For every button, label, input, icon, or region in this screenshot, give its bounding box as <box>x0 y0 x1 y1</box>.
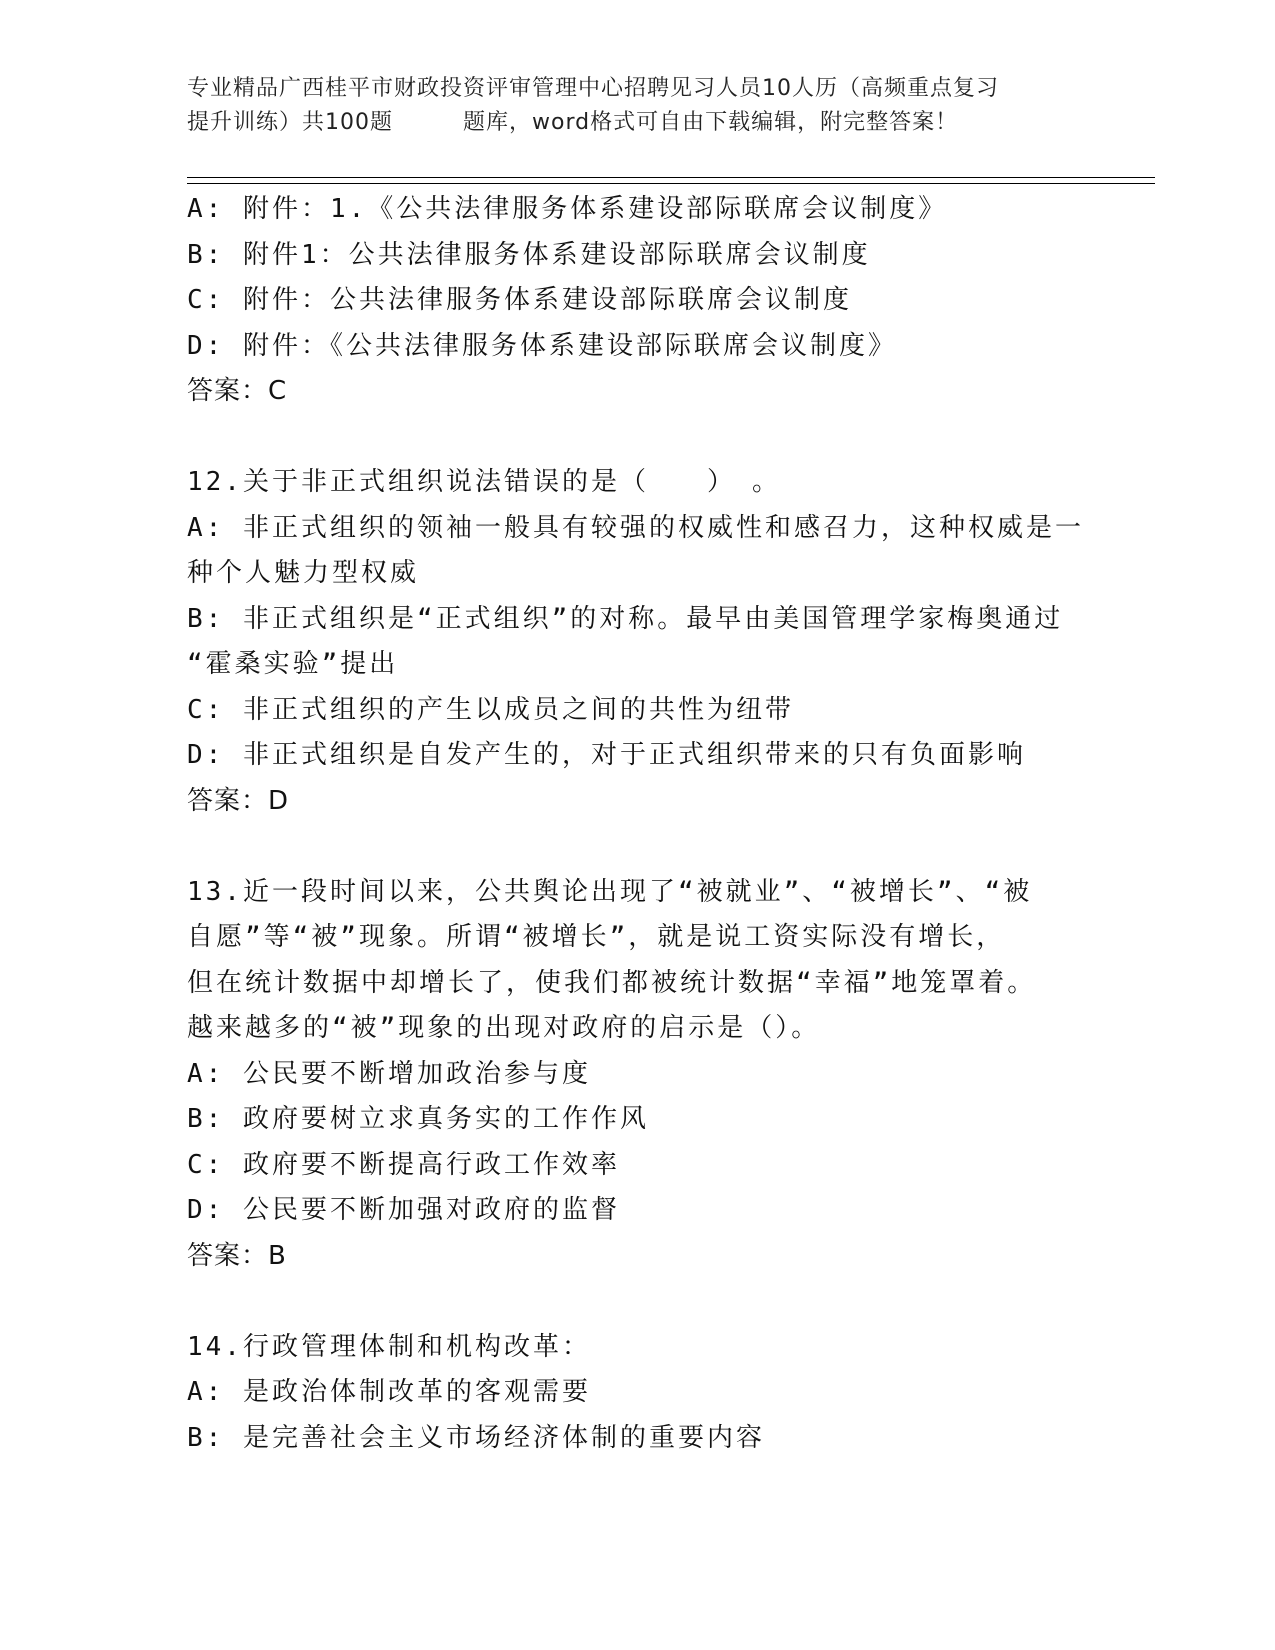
question-stem: 12.关于非正式组织说法错误的是（ ） 。 <box>187 467 781 497</box>
document-header <box>187 72 1087 140</box>
option-b-continued: “霍桑实验”提出 <box>187 649 399 679</box>
header-title-part-2: 题库，word格式可自由下载编辑，附完整答案！ <box>463 110 959 135</box>
header-title-line-2 <box>187 106 1087 140</box>
answer: 答案：C <box>187 376 288 406</box>
option-a: A: 公民要不断增加政治参与度 <box>187 1058 591 1089</box>
option-a: A: 非正式组织的领袖一般具有较强的权威性和感召力，这种权威是一 <box>187 512 1084 543</box>
option-a-continued: 种个人魅力型权威 <box>187 558 420 588</box>
option-d: D: 附件：《公共法律服务体系建设部际联席会议制度》 <box>187 330 897 361</box>
option-b: B: 是完善社会主义市场经济体制的重要内容 <box>187 1422 765 1453</box>
question-12 <box>187 460 1084 824</box>
option-c: C: 政府要不断提高行政工作效率 <box>187 1149 620 1180</box>
header-title-line-1: 专业精品广西桂平市财政投资评审管理中心招聘见习人员10人历（高频重点复习 <box>187 76 999 101</box>
option-d: D: 非正式组织是自发产生的，对于正式组织带来的只有负面影响 <box>187 740 1026 770</box>
option-c: C: 非正式组织的产生以成员之间的共性为纽带 <box>187 694 794 725</box>
question-11 <box>187 187 1077 415</box>
header-divider-top <box>187 177 1155 178</box>
question-stem-line-4: 越来越多的“被”现象的出现对政府的启示是（）。 <box>187 1013 821 1043</box>
option-b: B: 附件1：公共法律服务体系建设部际联席会议制度 <box>187 239 871 270</box>
question-stem-line-1: 13.近一段时间以来，公共舆论出现了“被就业”、“被增长”、“被 <box>187 876 1033 907</box>
answer: 答案：D <box>187 785 290 816</box>
option-b: B: 政府要树立求真务实的工作作风 <box>187 1104 649 1134</box>
option-a: A: 是政治体制改革的客观需要 <box>187 1377 591 1407</box>
question-stem-line-3: 但在统计数据中却增长了，使我们都被统计数据“幸福”地笼罩着。 <box>187 967 1037 998</box>
option-a: A: 附件：1.《公共法律服务体系建设部际联席会议制度》 <box>187 194 948 224</box>
question-13 <box>187 870 1077 1280</box>
option-d: D: 公民要不断加强对政府的监督 <box>187 1195 620 1225</box>
header-divider-bottom <box>187 183 1155 184</box>
question-14 <box>187 1325 1077 1462</box>
option-b: B: 非正式组织是“正式组织”的对称。最早由美国管理学家梅奥通过 <box>187 603 1064 634</box>
answer: 答案：B <box>187 1240 287 1271</box>
header-title-part-1: 提升训练）共100题 <box>187 110 393 135</box>
question-stem: 14.行政管理体制和机构改革： <box>187 1331 591 1362</box>
question-stem-line-2: 自愿”等“被”现象。所谓“被增长”，就是说工资实际没有增长， <box>187 922 1006 952</box>
question-content <box>187 187 1084 1461</box>
option-c: C: 附件：公共法律服务体系建设部际联席会议制度 <box>187 285 852 315</box>
